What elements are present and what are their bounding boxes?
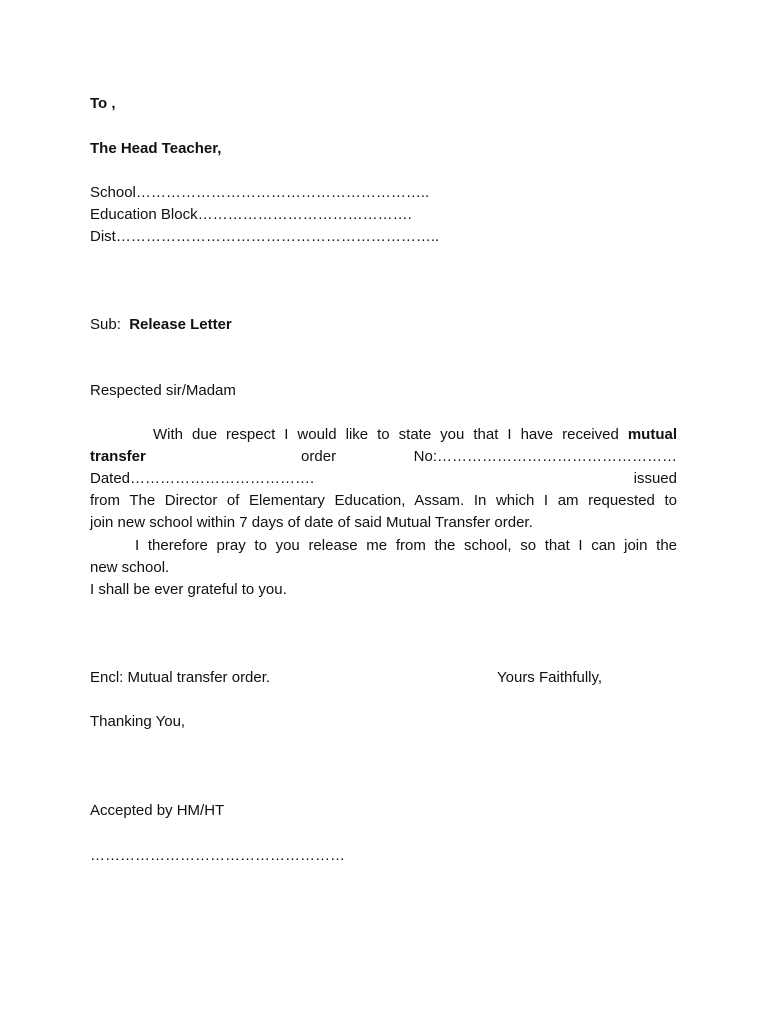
paragraph-1-text-1: With due respect I would like to state you that I have received <box>153 426 619 443</box>
recipient-title: The Head Teacher, <box>90 140 222 157</box>
accepted-by: Accepted by HM/HT <box>90 802 225 819</box>
signature-dotted-line: …………………………………………… <box>90 847 345 864</box>
to-line: To , <box>90 95 116 112</box>
address-school: School………………………………………………….. <box>90 184 430 201</box>
body-paragraph-1 <box>90 424 677 534</box>
enclosure-line: Encl: Mutual transfer order. <box>90 669 271 686</box>
subject-prefix: Sub: <box>90 316 121 333</box>
paragraph-2-line-1: I therefore pray to you release me from the school, so that I can join the <box>135 537 677 554</box>
subject-text: Release Letter <box>129 316 232 333</box>
closing-line: Yours Faithfully, <box>497 669 603 686</box>
paragraph-1-line-2 <box>90 446 677 490</box>
paragraph-1-bold-mutual: mutual <box>627 426 678 443</box>
paragraph-2-line-2: new school. <box>90 559 170 576</box>
paragraph-1-line-1 <box>90 424 677 446</box>
greeting: Respected sir/Madam <box>90 382 236 399</box>
thanks-line: Thanking You, <box>90 713 186 730</box>
grateful-line: I shall be ever grateful to you. <box>90 581 287 598</box>
body-paragraph-2 <box>90 535 677 579</box>
paragraph-1-line-4: join new school within 7 days of date of said Mutual Transfer order. <box>90 514 533 531</box>
address-dist: Dist……………………………………………………….. <box>90 228 440 245</box>
paragraph-1-bold-transfer: transfer <box>90 448 146 465</box>
subject-line <box>90 314 232 336</box>
paragraph-1-text-2: order No:…………………………………………Dated………………………………. issued <box>90 448 677 487</box>
paragraph-1-line-3: from The Director of Elementary Education, Assam. In which I am requested to <box>90 492 677 509</box>
address-education-block: Education Block……………………………………. <box>90 206 412 223</box>
